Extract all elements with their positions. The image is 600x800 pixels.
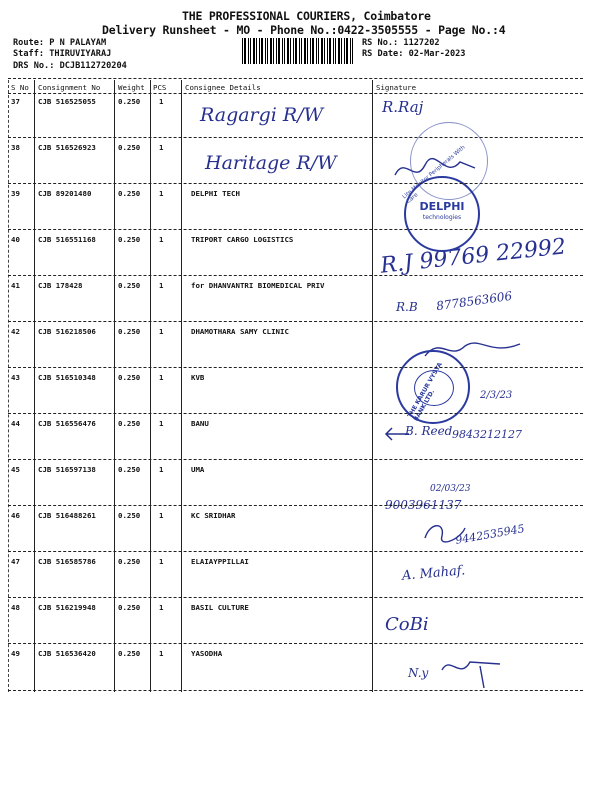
col-consignee: Consignee Details [185, 83, 261, 92]
row-divider [8, 413, 583, 414]
serial-number: 41 [11, 281, 20, 290]
signature-date: 2/3/23 [480, 390, 513, 401]
row-divider [8, 367, 583, 368]
row-divider [8, 137, 583, 138]
serial-number: 44 [11, 419, 20, 428]
drs-number: DRS No.: DCJB112720204 [13, 61, 127, 71]
consignment-number: CJB 516525055 [38, 97, 96, 106]
stamp-subtext: technologies [422, 214, 462, 221]
handwritten-consignee: Haritage R/W [205, 152, 337, 174]
pcs-value: 1 [159, 189, 164, 198]
weight-value: 0.250 [118, 281, 141, 290]
header-divider-top [8, 78, 583, 79]
signature: R.Raj [382, 98, 424, 116]
rs-date: RS Date: 02-Mar-2023 [362, 49, 466, 59]
consignment-number: CJB 516585786 [38, 557, 96, 566]
serial-number: 40 [11, 235, 20, 244]
consignee-details: BASIL CULTURE [191, 603, 249, 612]
serial-number: 45 [11, 465, 20, 474]
signature: R.J 99769 22992 [379, 234, 568, 279]
row-divider [8, 321, 583, 322]
pcs-value: 1 [159, 649, 164, 658]
barcode [242, 38, 356, 64]
consignment-number: CJB 516526923 [38, 143, 96, 152]
serial-number: 48 [11, 603, 20, 612]
consignment-number: CJB 516556476 [38, 419, 96, 428]
row-divider [8, 183, 583, 184]
weight-value: 0.250 [118, 235, 141, 244]
weight-value: 0.250 [118, 327, 141, 336]
consignment-number: CJB 516218506 [38, 327, 96, 336]
col-weight: Weight [118, 83, 145, 92]
consignment-number: CJB 516219948 [38, 603, 96, 612]
pcs-value: 1 [159, 511, 164, 520]
table-row [0, 649, 600, 695]
weight-value: 0.250 [118, 511, 141, 520]
col-signature: Signature [376, 83, 417, 92]
signature-phone: 9442535945 [454, 522, 526, 547]
stamp-ring-text: THE KARUR VYSYA BANK LTD. [406, 361, 444, 423]
signature-phone: 9003961137 [385, 498, 462, 512]
consignee-details: DELPHI TECH [191, 189, 240, 198]
pcs-value: 1 [159, 603, 164, 612]
pcs-value: 1 [159, 281, 164, 290]
serial-number: 47 [11, 557, 20, 566]
consignee-details: BANU [191, 419, 209, 428]
serial-number: 39 [11, 189, 20, 198]
faint-stamp [410, 122, 488, 200]
weight-value: 0.250 [118, 373, 141, 382]
consignee-details: TRIPORT CARGO LOGISTICS [191, 235, 294, 244]
weight-value: 0.250 [118, 557, 141, 566]
serial-number: 43 [11, 373, 20, 382]
pcs-value: 1 [159, 557, 164, 566]
signature: CoBi [385, 614, 429, 635]
row-divider [8, 505, 583, 506]
handwritten-consignee: Ragargi R/W [200, 104, 324, 126]
row-divider [8, 229, 583, 230]
table-bottom-rule [8, 690, 583, 691]
row-divider [8, 597, 583, 598]
row-divider [8, 551, 583, 552]
consignee-details: DHAMOTHARA SAMY CLINIC [191, 327, 289, 336]
weight-value: 0.250 [118, 97, 141, 106]
pcs-value: 1 [159, 97, 164, 106]
weight-value: 0.250 [118, 465, 141, 474]
serial-number: 37 [11, 97, 20, 106]
serial-number: 42 [11, 327, 20, 336]
signature-scribble [440, 650, 510, 690]
signature: A. Mahaf. [401, 563, 466, 584]
signature: R.B [396, 300, 418, 314]
header-divider-bottom [8, 93, 583, 94]
arrow-mark [384, 424, 414, 444]
pcs-value: 1 [159, 143, 164, 152]
serial-number: 38 [11, 143, 20, 152]
weight-value: 0.250 [118, 649, 141, 658]
consignment-number: CJB 516510348 [38, 373, 96, 382]
weight-value: 0.250 [118, 603, 141, 612]
pcs-value: 1 [159, 235, 164, 244]
col-sno: S No [11, 83, 29, 92]
consignee-details: ELAIAYPPILLAI [191, 557, 249, 566]
row-divider [8, 459, 583, 460]
col-consignment: Consignment No [38, 83, 101, 92]
route-label: Route: P N PALAYAM [13, 38, 107, 48]
signature: B. Reed [405, 424, 453, 438]
rs-number: RS No.: 1127202 [362, 38, 440, 48]
weight-value: 0.250 [118, 143, 141, 152]
pcs-value: 1 [159, 419, 164, 428]
consignee-details: KC SRIDHAR [191, 511, 236, 520]
pcs-value: 1 [159, 373, 164, 382]
weight-value: 0.250 [118, 189, 141, 198]
stamp-ring-text: Lite Monitor Peripherals With Care [401, 144, 467, 205]
serial-number: 46 [11, 511, 20, 520]
consignee-details: KVB [191, 373, 205, 382]
row-divider [8, 275, 583, 276]
consignee-details: for DHANVANTRI BIOMEDICAL PRIV [191, 281, 325, 290]
staff-label: Staff: THIRUVIYARAJ [13, 49, 112, 59]
serial-number: 49 [11, 649, 20, 658]
signature-phone: 9843212127 [452, 428, 522, 441]
consignee-details: YASODHA [191, 649, 223, 658]
document-subtitle: Delivery Runsheet - MO - Phone No.:0422-3505555 - Page No.:4 [102, 23, 506, 37]
document-title: THE PROFESSIONAL COURIERS, Coimbatore [182, 9, 431, 23]
consignment-number: CJB 516597138 [38, 465, 96, 474]
signature-date: 02/03/23 [430, 484, 471, 494]
consignment-number: CJB 516488261 [38, 511, 96, 520]
row-divider [8, 643, 583, 644]
consignment-number: CJB 516551168 [38, 235, 96, 244]
consignment-number: CJB 516536420 [38, 649, 96, 658]
pcs-value: 1 [159, 327, 164, 336]
consignee-details: UMA [191, 465, 205, 474]
consignment-number: CJB 178428 [38, 281, 83, 290]
signature-phone: 8778563606 [435, 288, 513, 314]
pcs-value: 1 [159, 465, 164, 474]
signature-scribble [420, 520, 470, 550]
signature: N.y [408, 666, 429, 680]
consignment-number: CJB 89201480 [38, 189, 92, 198]
weight-value: 0.250 [118, 419, 141, 428]
stamp-text: DELPHI [419, 200, 465, 213]
col-pcs: PCS [153, 83, 167, 92]
